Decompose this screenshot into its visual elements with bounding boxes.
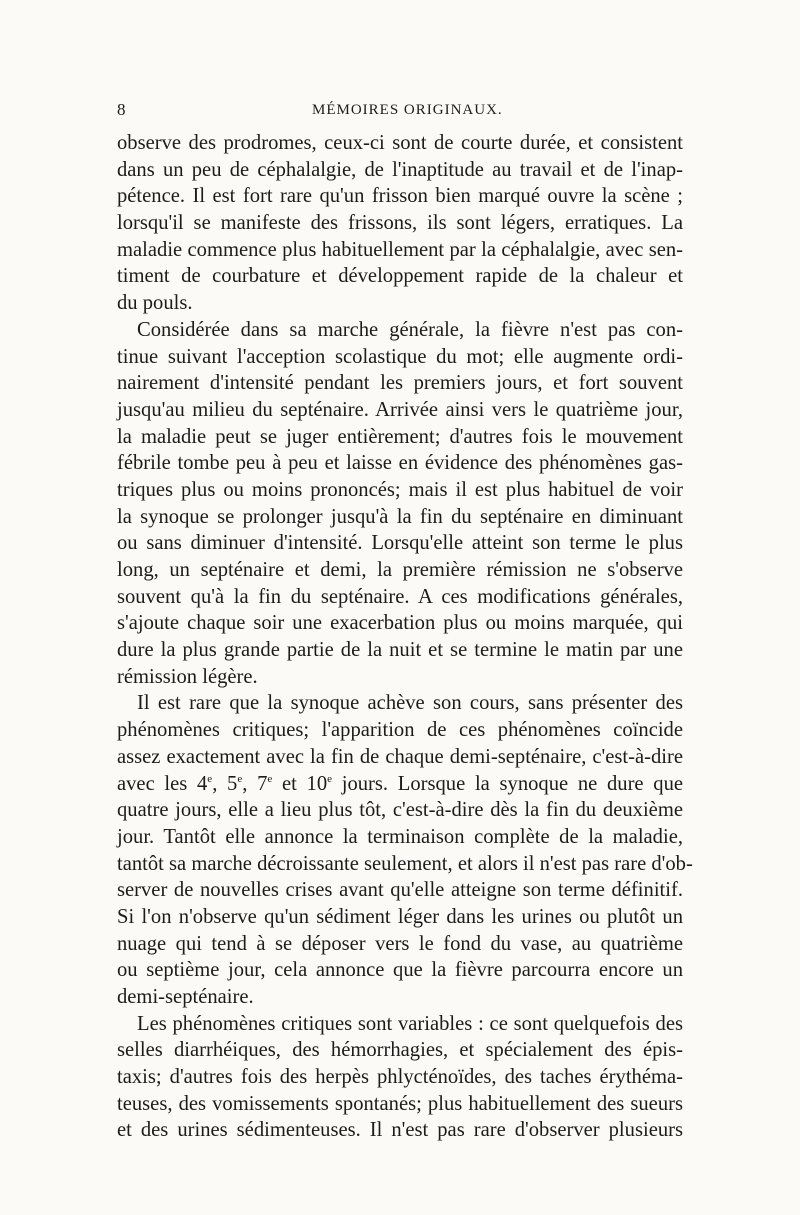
text-line: timent de courbature et développement rapide de la chaleur et (117, 265, 683, 288)
text-line: lorsqu'il se manifeste des frissons, ils sont légers, erratiques. La (117, 212, 683, 235)
text-line: fébrile tombe peu à peu et laisse en évidence des phénomènes gas- (117, 452, 683, 475)
text-line: la synoque se prolonger jusqu'à la fin du septénaire en diminuant (117, 505, 683, 528)
text-line: triques plus ou moins prononcés; mais il est plus habituel de voir (117, 478, 683, 501)
text-line: s'ajoute chaque soir une exacerbation plus ou moins marquée, qui (117, 612, 683, 635)
text-line: nuage qui tend à se déposer vers le fond du vase, au quatrième (117, 932, 683, 955)
text-line: maladie commence plus habituellement par la céphalalgie, avec sen- (117, 238, 683, 261)
text-line: quatre jours, elle a lieu plus tôt, c'est-à-dire dès la fin du deuxième (117, 799, 683, 822)
text-line: pétence. Il est fort rare qu'un frisson bien marqué ouvre la scène ; (117, 185, 683, 208)
paragraph-3 (117, 690, 693, 1010)
text-line: ou septième jour, cela annonce que la fièvre parcourra encore un (117, 959, 683, 982)
text-line: dure la plus grande partie de la nuit et se termine le matin par une (117, 639, 683, 662)
text-line: Il est rare que la synoque achève son cours, sans présenter des (137, 692, 683, 715)
text-line: rémission légère. (117, 665, 258, 688)
text-line: long, un septénaire et demi, la première rémission ne s'observe (117, 559, 683, 581)
text-line: phénomènes critiques; l'apparition de ces phénomènes coïncide (117, 719, 683, 742)
text-line: tinue suivant l'acception scolastique du mot; elle augmente ordi- (117, 345, 683, 368)
text-line: tantôt sa marche décroissante seulement, et alors il n'est pas rare d'ob- (117, 852, 693, 875)
paragraph-2 (117, 317, 683, 691)
text-line: observe des prodromes, ceux-ci sont de courte durée, et consistent (117, 132, 683, 154)
text-line: la maladie peut se juger entièrement; d'autres fois le mouvement (117, 425, 683, 448)
text-line: nairement d'intensité pendant les premiers jours, et fort souvent (117, 372, 683, 395)
text-line: jusqu'au milieu du septénaire. Arrivée ainsi vers le quatrième jour, (117, 398, 683, 421)
paragraph-4 (117, 1011, 683, 1144)
text-line: Considérée dans sa marche générale, la fièvre n'est pas con- (137, 318, 683, 341)
text-line: souvent qu'à la fin du septénaire. A ces modifications générales, (117, 585, 683, 608)
running-title: MÉMOIRES ORIGINAUX. (312, 102, 503, 118)
text-line: ou sans diminuer d'intensité. Lorsqu'elle atteint son terme le plus (117, 532, 683, 555)
text-line: Les phénomènes critiques sont variables : ce sont quelquefois des (137, 1012, 683, 1035)
text-line: demi-septénaire. (117, 986, 254, 1008)
page-number: 8 (117, 100, 126, 119)
text-line: selles diarrhéiques, des hémorrhagies, et spécialement des épis- (117, 1039, 683, 1062)
paragraph-1 (117, 130, 683, 317)
text-line: dans un peu de céphalalgie, de l'inaptitude au travail et de l'inap- (117, 158, 683, 181)
text-line: avec les 4e, 5e, 7e et 10e jours. Lorsque la synoque ne dure que (117, 772, 684, 795)
text-line: jour. Tantôt elle annonce la terminaison complète de la maladie, (117, 825, 683, 848)
text-line: assez exactement avec la fin de chaque demi-septénaire, c'est-à-dire (117, 745, 683, 768)
body-text (117, 130, 693, 1144)
text-line: teuses, des vomissements spontanés; plus habituellement des sueurs (117, 1092, 683, 1115)
text-line: et des urines sédimenteuses. Il n'est pas rare d'observer plusieurs (117, 1119, 683, 1142)
text-line: taxis; d'autres fois des herpès phlycténoïdes, des taches érythéma- (117, 1066, 683, 1089)
text-line: server de nouvelles crises avant qu'elle atteigne son terme définitif. (117, 879, 683, 902)
page-header (117, 100, 683, 126)
text-line: du pouls. (117, 292, 193, 315)
text-line: Si l'on n'observe qu'un sédiment léger dans les urines ou plutôt un (117, 905, 683, 928)
